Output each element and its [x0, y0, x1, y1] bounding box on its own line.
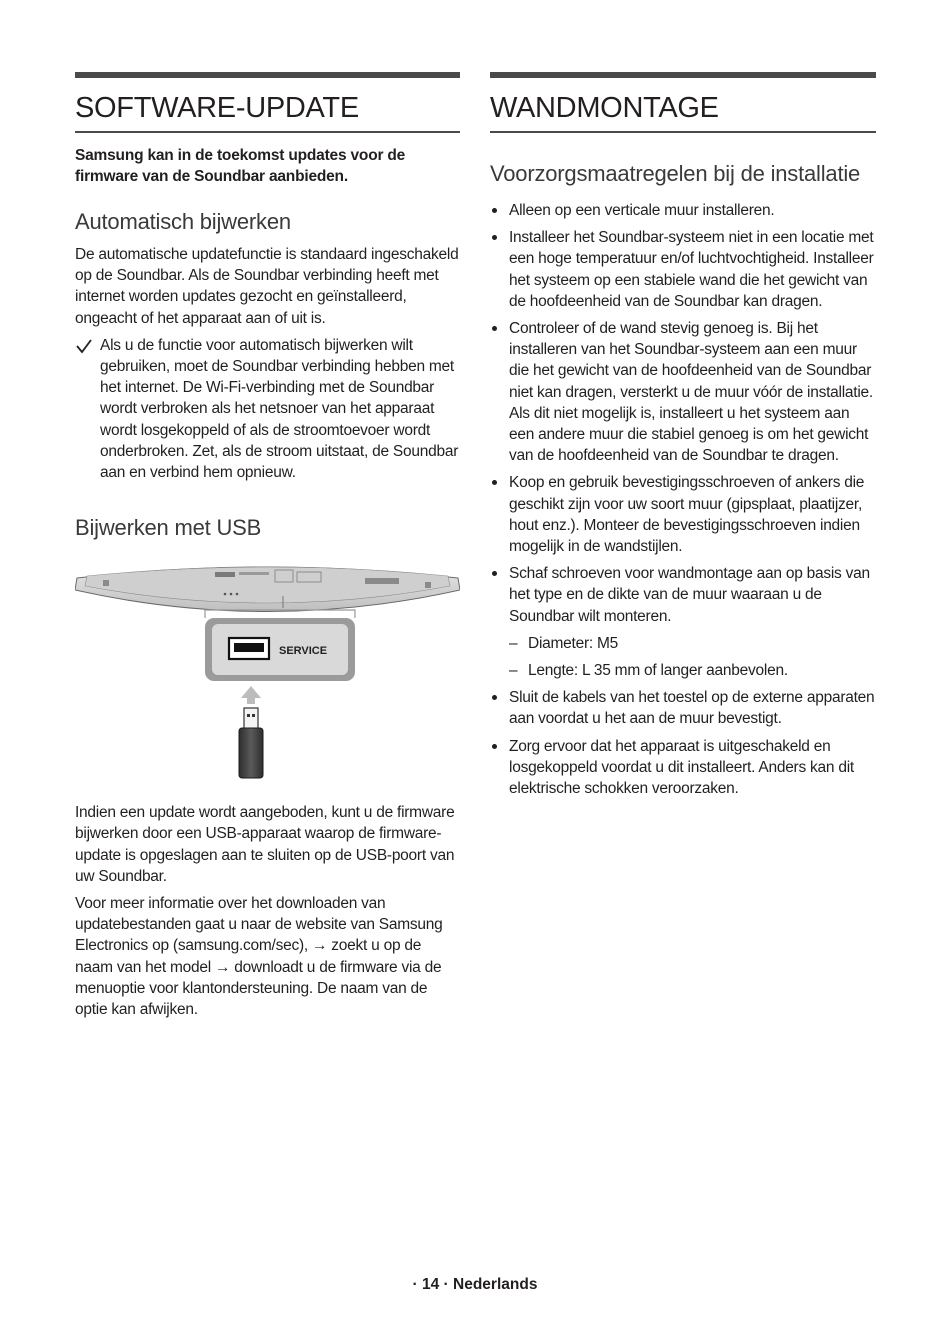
insert-arrow-icon: [241, 686, 261, 704]
usb-stick-body: [239, 728, 263, 778]
screw-spec-list: [509, 633, 876, 681]
precautions-heading: Voorzorgsmaatregelen bij de installatie: [490, 161, 861, 186]
auto-update-heading: Automatisch bijwerken: [75, 209, 291, 234]
service-port-label: SERVICE: [279, 645, 328, 658]
software-update-intro: Samsung kan in de toekomst updates voor de firmware van de Soundbar aanbieden.: [75, 147, 406, 185]
section-top-bar: [75, 72, 460, 78]
software-update-title: SOFTWARE-UPDATE: [75, 90, 460, 133]
right-column: [490, 72, 876, 805]
usb-stick-connector: [244, 708, 258, 729]
auto-update-note-text: Als u de functie voor automatisch bijwerken wilt gebruiken, moet de Soundbar verbinding hebben met het internet. De Wi-Fi-verbinding met de Soundbar wordt verbroken als het netsnoer van het apparaat wordt losgekoppeld of als de stroomtoevoer wordt onderbroken. Zet, als de stroom uitstaat, de Soundbar aan en verbind hem opnieuw.: [100, 336, 459, 482]
precautions-list: [490, 200, 876, 799]
list-item: Controleer of de wand stevig genoeg is. Bij het installeren van het Soundbar-systeem aan een muur die het gewicht van de hoofdeenheid van de Soundbar niet kan dragen, versterkt u de muur vóór de installatie. Als dit niet mogelijk is, installeert u het systeem aan een andere muur die stabiel genoeg is om het gewicht van de hoofdeenheid van de Soundbar te dragen.: [490, 318, 876, 466]
screw-length: – Lengte: L 35 mm of langer aanbevolen.: [509, 660, 876, 681]
left-column: [75, 72, 460, 1020]
list-item-text: Schaf schroeven voor wandmontage aan op basis van het type en de dikte van de muur waaraan u de Soundbar wilt monteren.: [509, 565, 870, 625]
list-item: Alleen op een verticale muur installeren.: [490, 200, 876, 221]
list-item: Installeer het Soundbar-systeem niet in een locatie met een hoge temperatuur en/of luchtvochtigheid. Installeer het systeem op een stabiele wand die het gewicht van de hoofdeenheid van de Soundbar kan dragen.: [490, 227, 876, 312]
usb-update-heading: Bijwerken met USB: [75, 515, 262, 541]
wall-mount-title: WANDMONTAGE: [490, 90, 876, 133]
list-item: Sluit de kabels van het toestel op de externe apparaten aan voordat u het aan de muur bevestigt.: [490, 687, 876, 729]
usb-update-para1: Indien een update wordt aangeboden, kunt u de firmware bijwerken door een USB-apparaat waarop de firmware-update is opgeslagen aan te sluiten op de USB-poort van uw Soundbar.: [75, 804, 455, 885]
page-footer: · 14 · Nederlands: [412, 1276, 538, 1293]
screw-diameter: – Diameter: M5: [509, 633, 876, 654]
auto-update-body: De automatische updatefunctie is standaard ingeschakeld op de Soundbar. Als de Soundbar verbinding heeft met internet worden updates gezocht en geïnstalleerd, ongeacht of het apparaat aan of uit is.: [75, 246, 459, 327]
checkmark-icon: [75, 337, 93, 355]
list-item: Zorg ervoor dat het apparaat is uitgeschakeld en losgekoppeld voordat u dit installeert. Anders kan dit elektrische schokken veroorzaken.: [490, 736, 876, 800]
list-item: Koop en gebruik bevestigingsschroeven of ankers die geschikt zijn voor uw soort muur (gipsplaat, plaatijzer, hout enz.). Monteer de bevestigingsschroeven indien mogelijk in de wandstijlen.: [490, 472, 876, 557]
soundbar-usb-illustration: [75, 558, 460, 783]
auto-update-note: [75, 335, 460, 483]
section-top-bar: [490, 72, 876, 78]
list-item: [490, 563, 876, 681]
usb-update-para2: Voor meer informatie over het downloaden van updatebestanden gaat u naar de website van Samsung Electronics op (samsung.com/sec), → zoekt u op de naam van het model → downloadt u de firmware via de menuoptie voor klantondersteuning. De naam van de optie kan afwijken.: [75, 895, 443, 1019]
